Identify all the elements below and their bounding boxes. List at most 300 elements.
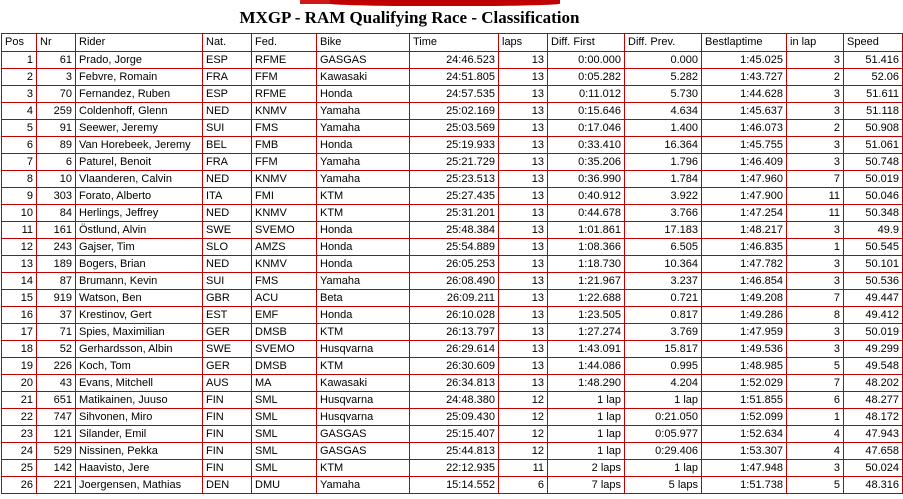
cell-bike: Yamaha xyxy=(317,154,410,171)
cell-bestlaptime: 1:52.099 xyxy=(702,409,787,426)
cell-diff-prev: 5.730 xyxy=(625,86,702,103)
cell-fed: FMS xyxy=(252,120,317,137)
cell-rider: Watson, Ben xyxy=(76,290,203,307)
column-header-bike: Bike xyxy=(317,34,410,52)
cell-rider: Matikainen, Juuso xyxy=(76,392,203,409)
cell-nat: SLO xyxy=(203,239,252,256)
cell-laps: 13 xyxy=(499,103,548,120)
cell-bestlaptime: 1:47.959 xyxy=(702,324,787,341)
cell-bestlaptime: 1:46.409 xyxy=(702,154,787,171)
cell-pos: 18 xyxy=(2,341,37,358)
cell-in-lap: 4 xyxy=(787,443,844,460)
cell-bike: Beta xyxy=(317,290,410,307)
cell-speed: 50.545 xyxy=(844,239,903,256)
cell-bike: Yamaha xyxy=(317,171,410,188)
table-row xyxy=(2,443,903,460)
cell-laps: 13 xyxy=(499,358,548,375)
cell-laps: 13 xyxy=(499,222,548,239)
cell-laps: 13 xyxy=(499,205,548,222)
cell-laps: 12 xyxy=(499,409,548,426)
table-row xyxy=(2,52,903,69)
cell-rider: Gajser, Tim xyxy=(76,239,203,256)
cell-laps: 13 xyxy=(499,256,548,273)
cell-diff-first: 1:43.091 xyxy=(548,341,625,358)
cell-speed: 50.019 xyxy=(844,171,903,188)
cell-fed: FMB xyxy=(252,137,317,154)
cell-fed: KNMV xyxy=(252,256,317,273)
cell-speed: 50.348 xyxy=(844,205,903,222)
cell-nr: 142 xyxy=(37,460,76,477)
cell-diff-prev: 5.282 xyxy=(625,69,702,86)
cell-time: 25:54.889 xyxy=(410,239,499,256)
cell-rider: Bogers, Brian xyxy=(76,256,203,273)
cell-nr: 37 xyxy=(37,307,76,324)
cell-bestlaptime: 1:49.536 xyxy=(702,341,787,358)
cell-pos: 21 xyxy=(2,392,37,409)
column-header-bestlaptime: Bestlaptime xyxy=(702,34,787,52)
cell-bike: Yamaha xyxy=(317,120,410,137)
cell-diff-first: 1:22.688 xyxy=(548,290,625,307)
table-body xyxy=(2,52,903,494)
cell-bike: GASGAS xyxy=(317,443,410,460)
cell-in-lap: 2 xyxy=(787,120,844,137)
cell-bestlaptime: 1:53.307 xyxy=(702,443,787,460)
cell-bestlaptime: 1:43.727 xyxy=(702,69,787,86)
cell-bestlaptime: 1:51.738 xyxy=(702,477,787,494)
cell-bestlaptime: 1:44.628 xyxy=(702,86,787,103)
cell-pos: 3 xyxy=(2,86,37,103)
cell-pos: 2 xyxy=(2,69,37,86)
cell-rider: Evans, Mitchell xyxy=(76,375,203,392)
cell-in-lap: 1 xyxy=(787,409,844,426)
cell-fed: KNMV xyxy=(252,205,317,222)
cell-pos: 8 xyxy=(2,171,37,188)
cell-pos: 26 xyxy=(2,477,37,494)
cell-speed: 49.548 xyxy=(844,358,903,375)
cell-time: 26:09.211 xyxy=(410,290,499,307)
cell-bike: Husqvarna xyxy=(317,341,410,358)
cell-pos: 10 xyxy=(2,205,37,222)
table-row xyxy=(2,239,903,256)
cell-fed: EMF xyxy=(252,307,317,324)
cell-diff-prev: 1.400 xyxy=(625,120,702,137)
table-row xyxy=(2,324,903,341)
cell-fed: SML xyxy=(252,460,317,477)
cell-nr: 651 xyxy=(37,392,76,409)
table-row xyxy=(2,307,903,324)
cell-nat: NED xyxy=(203,103,252,120)
cell-nr: 3 xyxy=(37,69,76,86)
cell-speed: 50.046 xyxy=(844,188,903,205)
cell-fed: SVEMO xyxy=(252,341,317,358)
cell-time: 24:51.805 xyxy=(410,69,499,86)
table-row xyxy=(2,256,903,273)
cell-speed: 51.061 xyxy=(844,137,903,154)
cell-in-lap: 3 xyxy=(787,341,844,358)
cell-laps: 13 xyxy=(499,290,548,307)
cell-laps: 11 xyxy=(499,460,548,477)
table-row xyxy=(2,426,903,443)
table-row xyxy=(2,86,903,103)
cell-in-lap: 5 xyxy=(787,358,844,375)
cell-bestlaptime: 1:47.900 xyxy=(702,188,787,205)
cell-fed: KNMV xyxy=(252,103,317,120)
table-row xyxy=(2,69,903,86)
cell-time: 26:29.614 xyxy=(410,341,499,358)
cell-in-lap: 3 xyxy=(787,154,844,171)
cell-nat: SWE xyxy=(203,222,252,239)
cell-laps: 13 xyxy=(499,239,548,256)
cell-fed: DMSB xyxy=(252,358,317,375)
cell-laps: 12 xyxy=(499,426,548,443)
cell-bike: Honda xyxy=(317,239,410,256)
cell-laps: 12 xyxy=(499,443,548,460)
cell-in-lap: 3 xyxy=(787,137,844,154)
cell-in-lap: 7 xyxy=(787,290,844,307)
cell-in-lap: 5 xyxy=(787,477,844,494)
table-row xyxy=(2,358,903,375)
cell-nat: ITA xyxy=(203,188,252,205)
cell-rider: Paturel, Benoit xyxy=(76,154,203,171)
column-header-speed: Speed xyxy=(844,34,903,52)
table-row xyxy=(2,341,903,358)
cell-fed: SVEMO xyxy=(252,222,317,239)
cell-speed: 48.202 xyxy=(844,375,903,392)
cell-pos: 25 xyxy=(2,460,37,477)
cell-rider: Krestinov, Gert xyxy=(76,307,203,324)
cell-in-lap: 3 xyxy=(787,324,844,341)
cell-time: 25:21.729 xyxy=(410,154,499,171)
cell-rider: Koch, Tom xyxy=(76,358,203,375)
cell-rider: Sihvonen, Miro xyxy=(76,409,203,426)
column-header-nat: Nat. xyxy=(203,34,252,52)
cell-diff-first: 7 laps xyxy=(548,477,625,494)
cell-bestlaptime: 1:47.960 xyxy=(702,171,787,188)
cell-bike: Kawasaki xyxy=(317,375,410,392)
cell-rider: Vlaanderen, Calvin xyxy=(76,171,203,188)
cell-bestlaptime: 1:49.286 xyxy=(702,307,787,324)
cell-rider: Coldenhoff, Glenn xyxy=(76,103,203,120)
cell-nat: NED xyxy=(203,256,252,273)
cell-fed: DMSB xyxy=(252,324,317,341)
cell-nat: FIN xyxy=(203,443,252,460)
cell-nat: ESP xyxy=(203,52,252,69)
cell-bike: Honda xyxy=(317,307,410,324)
table-row xyxy=(2,171,903,188)
cell-nat: FIN xyxy=(203,409,252,426)
cell-diff-first: 0:15.646 xyxy=(548,103,625,120)
cell-bike: KTM xyxy=(317,460,410,477)
cell-bike: Yamaha xyxy=(317,103,410,120)
cell-bike: GASGAS xyxy=(317,426,410,443)
cell-time: 25:15.407 xyxy=(410,426,499,443)
table-row xyxy=(2,409,903,426)
cell-diff-prev: 4.634 xyxy=(625,103,702,120)
cell-diff-first: 1:44.086 xyxy=(548,358,625,375)
cell-diff-prev: 0:05.977 xyxy=(625,426,702,443)
cell-nr: 52 xyxy=(37,341,76,358)
cell-rider: Östlund, Alvin xyxy=(76,222,203,239)
cell-nat: ESP xyxy=(203,86,252,103)
cell-bike: Kawasaki xyxy=(317,69,410,86)
cell-rider: Nissinen, Pekka xyxy=(76,443,203,460)
cell-nr: 221 xyxy=(37,477,76,494)
cell-time: 24:48.380 xyxy=(410,392,499,409)
cell-diff-prev: 1.796 xyxy=(625,154,702,171)
cell-laps: 12 xyxy=(499,392,548,409)
column-header-diff-first: Diff. First xyxy=(548,34,625,52)
cell-rider: Herlings, Jeffrey xyxy=(76,205,203,222)
cell-speed: 50.101 xyxy=(844,256,903,273)
cell-bestlaptime: 1:45.637 xyxy=(702,103,787,120)
cell-laps: 13 xyxy=(499,171,548,188)
cell-in-lap: 8 xyxy=(787,307,844,324)
results-table xyxy=(1,33,903,494)
cell-time: 24:57.535 xyxy=(410,86,499,103)
cell-pos: 7 xyxy=(2,154,37,171)
cell-in-lap: 7 xyxy=(787,375,844,392)
cell-bike: Honda xyxy=(317,256,410,273)
cell-nr: 189 xyxy=(37,256,76,273)
cell-pos: 12 xyxy=(2,239,37,256)
column-header-diff-prev: Diff. Prev. xyxy=(625,34,702,52)
cell-diff-prev: 3.769 xyxy=(625,324,702,341)
table-row xyxy=(2,460,903,477)
cell-nat: GER xyxy=(203,324,252,341)
table-row xyxy=(2,477,903,494)
cell-fed: RFME xyxy=(252,52,317,69)
cell-in-lap: 11 xyxy=(787,188,844,205)
cell-in-lap: 3 xyxy=(787,52,844,69)
cell-nat: AUS xyxy=(203,375,252,392)
cell-nr: 91 xyxy=(37,120,76,137)
cell-bestlaptime: 1:46.854 xyxy=(702,273,787,290)
cell-rider: Silander, Emil xyxy=(76,426,203,443)
cell-diff-first: 0:35.206 xyxy=(548,154,625,171)
banner-accent xyxy=(330,0,560,6)
cell-speed: 49.299 xyxy=(844,341,903,358)
table-row xyxy=(2,375,903,392)
cell-diff-prev: 6.505 xyxy=(625,239,702,256)
cell-laps: 13 xyxy=(499,86,548,103)
cell-time: 25:48.384 xyxy=(410,222,499,239)
cell-diff-first: 1:27.274 xyxy=(548,324,625,341)
column-header-in-lap: in lap xyxy=(787,34,844,52)
cell-nr: 71 xyxy=(37,324,76,341)
cell-in-lap: 3 xyxy=(787,460,844,477)
cell-bike: GASGAS xyxy=(317,52,410,69)
cell-time: 25:09.430 xyxy=(410,409,499,426)
cell-speed: 51.118 xyxy=(844,103,903,120)
cell-nr: 87 xyxy=(37,273,76,290)
cell-laps: 13 xyxy=(499,188,548,205)
cell-rider: Brumann, Kevin xyxy=(76,273,203,290)
cell-time: 25:02.169 xyxy=(410,103,499,120)
cell-diff-prev: 4.204 xyxy=(625,375,702,392)
cell-rider: Joergensen, Mathias xyxy=(76,477,203,494)
cell-speed: 49.412 xyxy=(844,307,903,324)
cell-pos: 22 xyxy=(2,409,37,426)
cell-nat: FRA xyxy=(203,69,252,86)
cell-nat: BEL xyxy=(203,137,252,154)
cell-speed: 49.9 xyxy=(844,222,903,239)
cell-fed: SML xyxy=(252,426,317,443)
cell-diff-first: 0:44.678 xyxy=(548,205,625,222)
cell-fed: FMS xyxy=(252,273,317,290)
cell-diff-first: 0:00.000 xyxy=(548,52,625,69)
cell-speed: 50.908 xyxy=(844,120,903,137)
cell-diff-first: 0:36.990 xyxy=(548,171,625,188)
cell-diff-prev: 3.766 xyxy=(625,205,702,222)
cell-diff-prev: 1 lap xyxy=(625,460,702,477)
cell-laps: 13 xyxy=(499,52,548,69)
cell-pos: 9 xyxy=(2,188,37,205)
cell-in-lap: 3 xyxy=(787,256,844,273)
cell-speed: 48.316 xyxy=(844,477,903,494)
cell-nat: FIN xyxy=(203,426,252,443)
cell-fed: DMU xyxy=(252,477,317,494)
cell-time: 22:12.935 xyxy=(410,460,499,477)
cell-bestlaptime: 1:48.217 xyxy=(702,222,787,239)
cell-nr: 70 xyxy=(37,86,76,103)
cell-speed: 47.658 xyxy=(844,443,903,460)
cell-diff-prev: 0:21.050 xyxy=(625,409,702,426)
cell-speed: 51.416 xyxy=(844,52,903,69)
cell-speed: 49.447 xyxy=(844,290,903,307)
cell-nat: EST xyxy=(203,307,252,324)
cell-rider: Forato, Alberto xyxy=(76,188,203,205)
table-row xyxy=(2,188,903,205)
cell-laps: 13 xyxy=(499,307,548,324)
cell-pos: 16 xyxy=(2,307,37,324)
cell-rider: Fernandez, Ruben xyxy=(76,86,203,103)
cell-diff-prev: 17.183 xyxy=(625,222,702,239)
column-header-fed: Fed. xyxy=(252,34,317,52)
cell-in-lap: 3 xyxy=(787,222,844,239)
cell-nat: DEN xyxy=(203,477,252,494)
cell-in-lap: 6 xyxy=(787,392,844,409)
cell-nr: 10 xyxy=(37,171,76,188)
cell-nat: FIN xyxy=(203,460,252,477)
cell-bike: KTM xyxy=(317,205,410,222)
cell-nat: GBR xyxy=(203,290,252,307)
cell-rider: Spies, Maximilian xyxy=(76,324,203,341)
cell-fed: SML xyxy=(252,409,317,426)
table-row xyxy=(2,392,903,409)
cell-pos: 17 xyxy=(2,324,37,341)
cell-diff-prev: 3.237 xyxy=(625,273,702,290)
cell-time: 25:23.513 xyxy=(410,171,499,188)
cell-nr: 919 xyxy=(37,290,76,307)
cell-laps: 13 xyxy=(499,137,548,154)
cell-diff-prev: 15.817 xyxy=(625,341,702,358)
cell-diff-prev: 0:29.406 xyxy=(625,443,702,460)
cell-speed: 50.024 xyxy=(844,460,903,477)
cell-diff-first: 1:18.730 xyxy=(548,256,625,273)
cell-bestlaptime: 1:46.835 xyxy=(702,239,787,256)
cell-diff-first: 0:40.912 xyxy=(548,188,625,205)
cell-time: 15:14.552 xyxy=(410,477,499,494)
cell-bike: Husqvarna xyxy=(317,409,410,426)
cell-diff-first: 1 lap xyxy=(548,392,625,409)
cell-nat: NED xyxy=(203,205,252,222)
cell-diff-first: 0:33.410 xyxy=(548,137,625,154)
cell-fed: FMI xyxy=(252,188,317,205)
cell-bike: KTM xyxy=(317,188,410,205)
cell-nat: NED xyxy=(203,171,252,188)
cell-fed: FFM xyxy=(252,69,317,86)
cell-laps: 6 xyxy=(499,477,548,494)
cell-bike: Honda xyxy=(317,137,410,154)
cell-speed: 51.611 xyxy=(844,86,903,103)
cell-time: 25:31.201 xyxy=(410,205,499,222)
cell-in-lap: 11 xyxy=(787,205,844,222)
cell-diff-prev: 0.721 xyxy=(625,290,702,307)
column-header-pos: Pos xyxy=(2,34,37,52)
cell-nr: 121 xyxy=(37,426,76,443)
cell-bestlaptime: 1:47.782 xyxy=(702,256,787,273)
cell-time: 26:10.028 xyxy=(410,307,499,324)
table-row xyxy=(2,205,903,222)
table-row xyxy=(2,137,903,154)
cell-nat: FIN xyxy=(203,392,252,409)
cell-nat: SUI xyxy=(203,273,252,290)
cell-diff-prev: 0.817 xyxy=(625,307,702,324)
cell-time: 25:27.435 xyxy=(410,188,499,205)
cell-diff-prev: 16.364 xyxy=(625,137,702,154)
cell-fed: SML xyxy=(252,443,317,460)
cell-laps: 13 xyxy=(499,375,548,392)
cell-rider: Febvre, Romain xyxy=(76,69,203,86)
cell-laps: 13 xyxy=(499,273,548,290)
cell-bike: KTM xyxy=(317,324,410,341)
cell-nr: 259 xyxy=(37,103,76,120)
header-banner xyxy=(0,0,819,7)
table-row xyxy=(2,290,903,307)
cell-nr: 161 xyxy=(37,222,76,239)
cell-diff-first: 0:05.282 xyxy=(548,69,625,86)
cell-diff-first: 1:23.505 xyxy=(548,307,625,324)
table-row xyxy=(2,222,903,239)
cell-in-lap: 7 xyxy=(787,171,844,188)
cell-pos: 15 xyxy=(2,290,37,307)
cell-speed: 50.748 xyxy=(844,154,903,171)
table-row xyxy=(2,154,903,171)
cell-diff-prev: 3.922 xyxy=(625,188,702,205)
cell-bestlaptime: 1:45.025 xyxy=(702,52,787,69)
cell-bestlaptime: 1:52.029 xyxy=(702,375,787,392)
cell-bestlaptime: 1:47.254 xyxy=(702,205,787,222)
cell-diff-prev: 0.000 xyxy=(625,52,702,69)
cell-nat: SWE xyxy=(203,341,252,358)
cell-diff-first: 1:01.861 xyxy=(548,222,625,239)
cell-nr: 303 xyxy=(37,188,76,205)
cell-fed: MA xyxy=(252,375,317,392)
cell-nr: 84 xyxy=(37,205,76,222)
cell-speed: 52.06 xyxy=(844,69,903,86)
cell-pos: 6 xyxy=(2,137,37,154)
cell-diff-first: 0:11.012 xyxy=(548,86,625,103)
cell-time: 26:08.490 xyxy=(410,273,499,290)
cell-pos: 13 xyxy=(2,256,37,273)
cell-bike: KTM xyxy=(317,358,410,375)
cell-in-lap: 3 xyxy=(787,103,844,120)
cell-pos: 20 xyxy=(2,375,37,392)
cell-bike: Honda xyxy=(317,86,410,103)
cell-pos: 19 xyxy=(2,358,37,375)
table-row xyxy=(2,120,903,137)
cell-rider: Seewer, Jeremy xyxy=(76,120,203,137)
